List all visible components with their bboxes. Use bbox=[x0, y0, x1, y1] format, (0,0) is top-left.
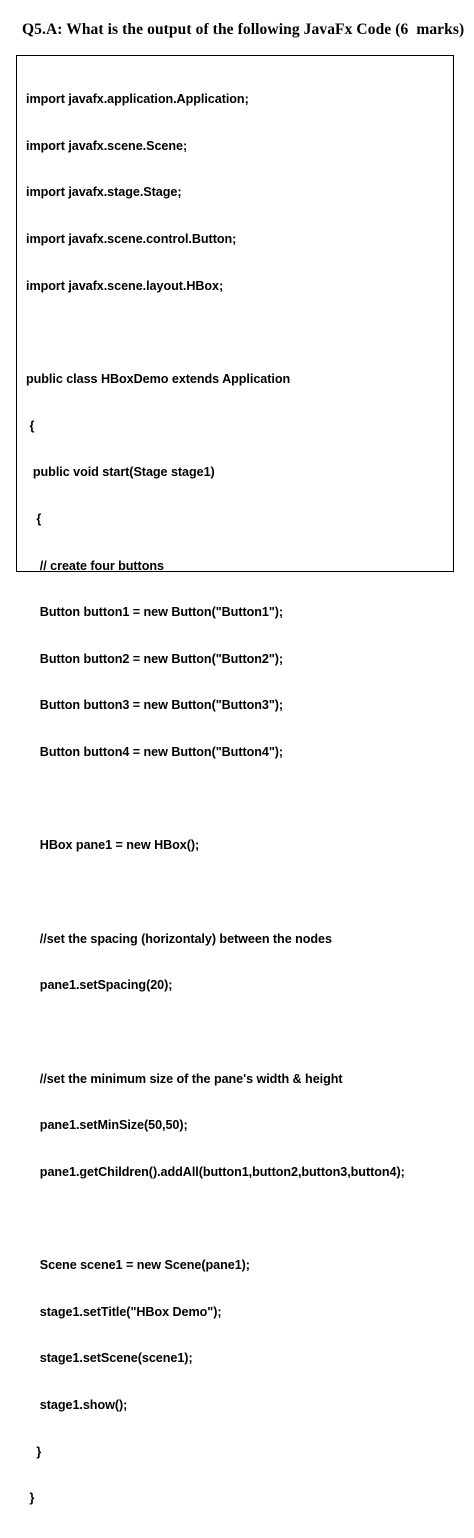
code-line: //set the minimum size of the pane's width & height bbox=[26, 1071, 343, 1086]
code-line: Button button4 = new Button("Button4"); bbox=[26, 745, 284, 760]
code-line: { bbox=[26, 511, 42, 526]
code-line: Button button2 = new Button("Button2"); bbox=[26, 651, 284, 666]
code-line: stage1.setScene(scene1); bbox=[26, 1351, 193, 1366]
code-line: } bbox=[26, 1491, 35, 1506]
code-line: import javafx.scene.Scene; bbox=[26, 138, 188, 153]
code-line bbox=[26, 1211, 405, 1227]
code-line: stage1.setTitle("HBox Demo"); bbox=[26, 1304, 222, 1319]
code-line: HBox pane1 = new HBox(); bbox=[26, 838, 200, 853]
code-line: import javafx.application.Application; bbox=[26, 92, 249, 107]
code-box bbox=[16, 55, 454, 1506]
code-block bbox=[26, 61, 405, 1538]
code-line: Button button1 = new Button("Button1"); bbox=[26, 605, 284, 620]
code-line: Button button3 = new Button("Button3"); bbox=[26, 698, 284, 713]
code-line: } bbox=[26, 1444, 42, 1459]
code-line: // create four buttons bbox=[26, 558, 164, 573]
code-line: Scene scene1 = new Scene(pane1); bbox=[26, 1258, 250, 1273]
code-line: public class HBoxDemo extends Application bbox=[26, 371, 291, 386]
code-line bbox=[26, 1025, 405, 1041]
code-line: pane1.getChildren().addAll(button1,button2,button3,button4); bbox=[26, 1164, 405, 1179]
code-line: //set the spacing (horizontaly) between the nodes bbox=[26, 931, 332, 946]
code-line: public void start(Stage stage1) bbox=[26, 465, 215, 480]
code-line bbox=[26, 792, 405, 808]
code-line: pane1.setSpacing(20); bbox=[26, 978, 173, 993]
code-line bbox=[26, 325, 405, 341]
code-line: stage1.show(); bbox=[26, 1398, 128, 1413]
code-line bbox=[26, 885, 405, 901]
code-line: import javafx.scene.control.Button; bbox=[26, 232, 237, 247]
code-line: pane1.setMinSize(50,50); bbox=[26, 1118, 188, 1133]
code-line: { bbox=[26, 418, 35, 433]
code-line: import javafx.scene.layout.HBox; bbox=[26, 278, 224, 293]
question-title: Q5.A: What is the output of the following JavaFx Code (6 marks) bbox=[22, 21, 465, 38]
code-line: import javafx.stage.Stage; bbox=[26, 185, 182, 200]
